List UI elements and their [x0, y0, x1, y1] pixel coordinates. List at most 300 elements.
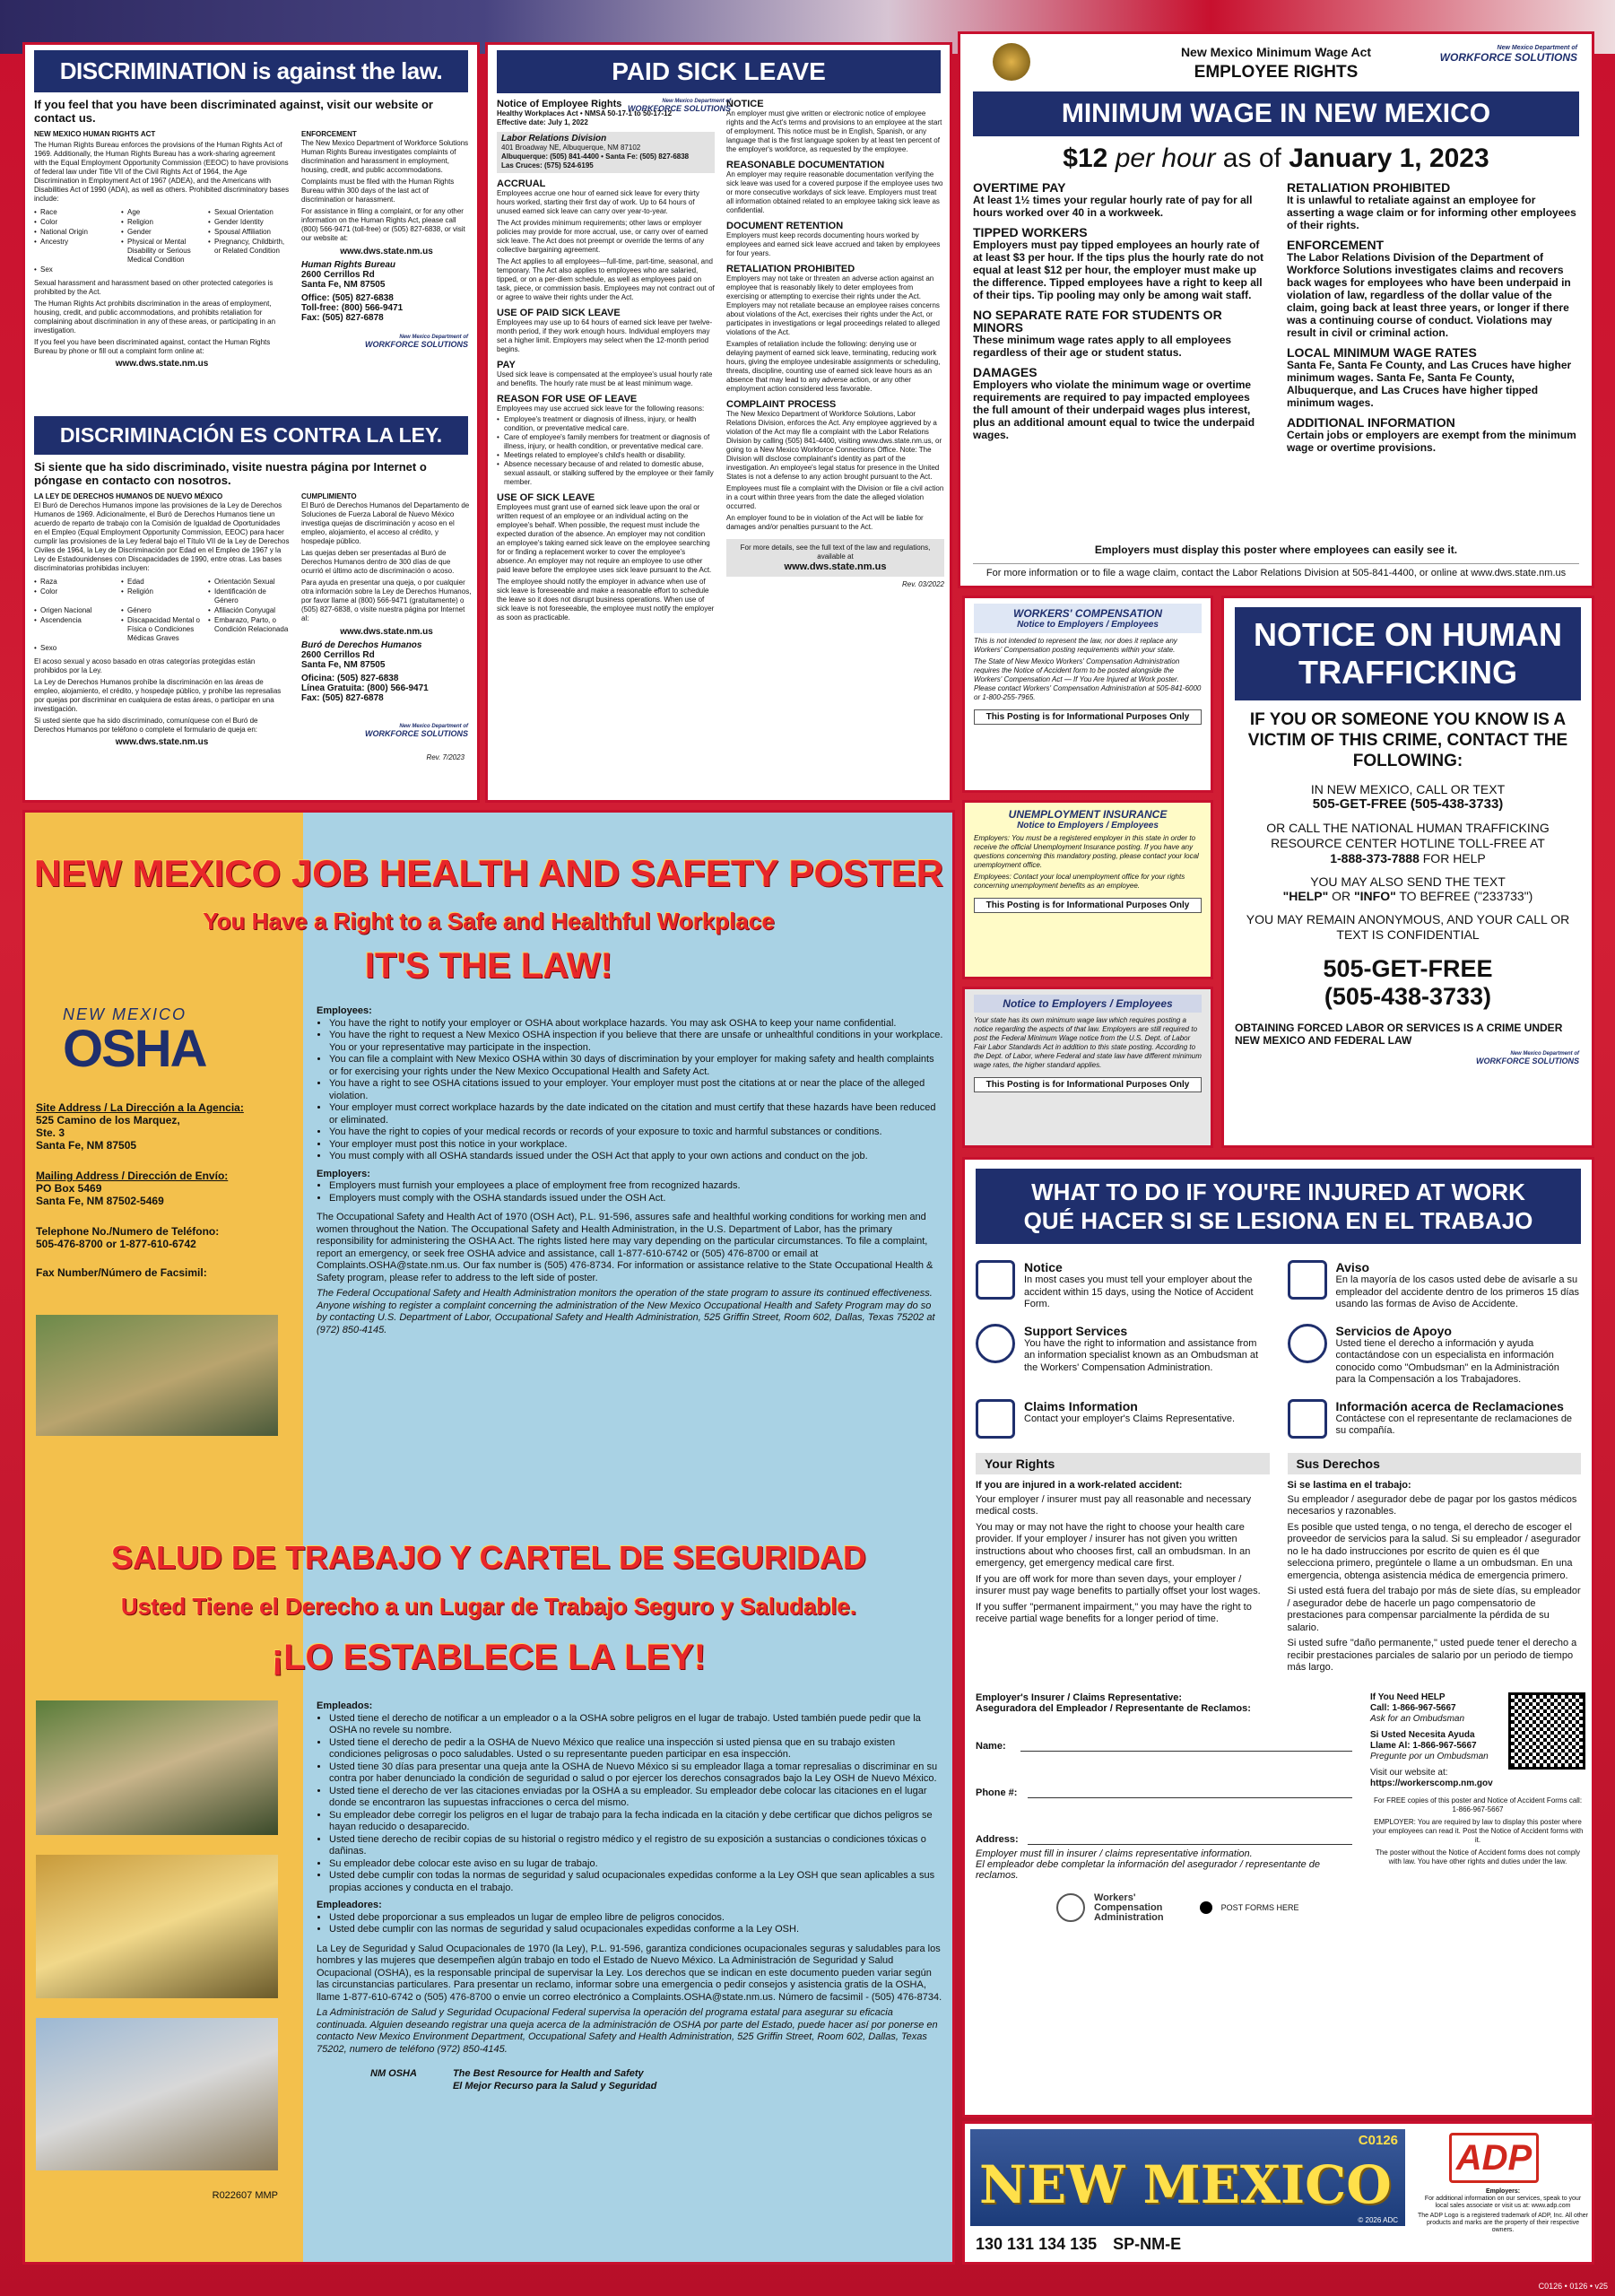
workforce-logo-sick: New Mexico Department of WORKFORCE SOLUTIONS — [628, 99, 731, 113]
osha-list-item: • You have the right to copies of your medical records or records of your exposure to toxic and harmful substances or conditions. — [329, 1126, 944, 1139]
base-label: Pregnancy, Childbirth, or Related Condition — [214, 238, 285, 255]
wc-text-2: The State of New Mexico Workers' Compensation Administration requires the Notice of Accident form to be posted alongside the Workers' Compensation Act — If You Are Injured at Work poster. Please contact Workers' Compensation Administration at 505-841-6000 or 1-800-255-7965. — [974, 657, 1202, 701]
wc-title: WORKERS' COMPENSATION — [1013, 607, 1162, 620]
base-label: Religion — [127, 218, 153, 226]
osha-es-paragraph-2: La Administración de Salud y Seguridad Ocupacional Federal supervisa la operación del programa estatal para asegurar su eficacia continuada. Alguien deseando registrar una queja acerca de la administración de OSHA por parte del Estado, puede hacer así por ponerse en contacto New Mexico Environment Department, Occupational Safety and Health Administration, 525 Griffin Street, Room 602, Dallas, Texas 75202, numero de teléfono (972) 850-4145. — [317, 2007, 938, 2055]
ht-befree: TO BEFREE ("233733") — [1395, 889, 1533, 903]
complaint-text-3: An employer found to be in violation of the Act will be liable for damages and/or penalties pursuant to the Act. — [726, 514, 924, 531]
revision-date: Rev. 7/2023 — [426, 753, 465, 761]
base-item: • Age — [121, 208, 141, 216]
rights-item: Si usted está fuera del trabajo por más de siete días, su empleador / asegurador debe de hacerle un pago compensatorio de prestaciones para compensar parcialmente la pérdida de su salario. — [1287, 1586, 1581, 1633]
mw-act: New Mexico Minimum Wage Act — [1180, 45, 1372, 59]
osha-es-paragraph-1: La Ley de Seguridad y Salud Ocupacionales de 1970 (la Ley), P.L. 91-596, garantiza condiciones ocupacionales seguras y saludables para los hombres y las mujeres que desempeñen algún trabajo en todo el Estado de Nuevo México. La Administración de Seguridad y Salud Ocupacional (OSHA), es la responsable principal de supervisar la Ley. Los derechos que se indican en este documento pueden variar según las circunstancias particulares. Para presentar un reclamo, informar sobre una emergencia o pedir consejos y asistencia gratis de la OSHA, llame 1-877-610-6742 o (505) 476-8700 o envie un correo electrónico a Complaints.OSHA@state.nm.us. Número de facsimil - (505) 476-8734. — [317, 1943, 942, 2003]
use2-heading: USE OF SICK LEAVE — [497, 492, 595, 503]
footer-panel — [962, 2121, 1594, 2265]
ayuda-ask: Pregunte por un Ombudsman — [1370, 1751, 1489, 1761]
hr-p3: The Human Rights Act prohibits discrimination in the areas of employment, housing, credit, and public accommodations, and prohibits retaliation for complaining about discrimination in any of these areas, or participating in an investigation. — [34, 300, 276, 335]
osha-paragraph-1: The Occupational Safety and Health Act of 1970 (OSH Act), P.L. 91-596, assures safe and healthful working conditions for working men and women throughout the Nation. The Occupational Safety and Health Administration, in the U.S. Department of Labor, has the primary responsibility for administering the OSHA Act. The rights listed here may vary depending on the particular circumstances. To file a complaint, report an emergency, or seek free OSHA advice and assistance, call 1-877-610-6742 or (505) 476-8700 or email at Complaints.OSHA@state.nm.us. Our fax number is (505) 476-8734. For information or assistance relative to the State Occupational Health & Safety program, please refer to address to the left side of poster. — [317, 1212, 933, 1283]
base-item: • Sexual Orientation — [208, 208, 274, 216]
base-item: • Spousal Affiliation — [208, 228, 272, 236]
mw-rate-line — [973, 144, 1579, 174]
discrimination-lead: If you feel that you have been discriminated against, visit our website or contact us. — [34, 98, 433, 125]
base-item: • National Origin — [34, 228, 88, 236]
mw-asof: as of — [1222, 144, 1281, 173]
base-item: • Gender Identity — [208, 218, 264, 226]
reason-item: • Meetings related to employee's child's health or disability. — [497, 451, 715, 460]
mw-enforcement-heading: ENFORCEMENT — [1287, 238, 1385, 252]
address-label: Address: — [976, 1833, 1019, 1845]
base-item: • Embarazo, Parto, o Condición Relacionada — [208, 616, 289, 633]
base-item: • Religion — [121, 218, 153, 226]
es-office-tollfree: Línea Gratuita: (800) 566-9471 — [301, 683, 429, 693]
osha-law: IT'S THE LAW! — [364, 946, 613, 986]
injured-item-text: Contact your employer's Claims Representative. — [1024, 1413, 1236, 1424]
osha-empleados-heading: Empleados: — [317, 1700, 373, 1711]
help-ask: Ask for an Ombudsman — [1370, 1713, 1465, 1724]
office-name: Human Rights Bureau — [301, 260, 396, 270]
osha-list-item: • Usted tiene el derecho de ver las citaciones enviadas por la OSHA a su empleador. Su empleador debe colocar las citaciones en el lugar donde se encontraron las supuestas infracciones o cerca del mismo. — [329, 1786, 944, 1810]
base-item: • Origen Nacional — [34, 606, 92, 614]
retaliation-text-2: Examples of retaliation include the following: denying use or delaying payment of earned sick leave, terminating, reducing work hours, giving the employee undesirable assignments or scheduling, threats, discipline, counting use of earned sick leave hours as an absence that may lead to any adverse action, or any other employment action considered less favorable. — [726, 340, 941, 393]
labor-division-box — [497, 132, 715, 173]
base-label: Color — [40, 587, 58, 596]
site-line-3: Santa Fe, NM 87505 — [36, 1139, 137, 1152]
paid-sick-leave-panel — [485, 42, 952, 803]
injured-item — [1288, 1399, 1582, 1439]
retention-heading: DOCUMENT RETENTION — [726, 221, 844, 231]
hr-p4: If you feel you have been discriminated against, contact the Human Rights Bureau by phone or fill out a complaint form online at: — [34, 338, 271, 355]
ht-forhelp: FOR HELP — [1422, 851, 1486, 865]
injured-item-text: You have the right to information and assistance from an information specialist known as an Ombudsman at the Workers' Compensation Administration. — [1024, 1337, 1259, 1373]
osha-list-item: • You can file a complaint with New Mexico OSHA within 30 days of discrimination by your employer for making safety and health complaints or for exercising your rights under the New Mexico Occupational Health and Safety Act. — [329, 1054, 944, 1078]
injured-item — [976, 1324, 1270, 1387]
workforce-logo: New Mexico Department of WORKFORCE SOLUTIONS — [365, 335, 468, 349]
tel-heading: Telephone No./Numero de Teléfono: — [36, 1225, 220, 1238]
office-address-2: Santa Fe, NM 87505 — [301, 280, 386, 290]
cumplimiento-url[interactable]: www.dws.state.nm.us — [340, 627, 433, 637]
wc-sub: Notice to Employers / Employees — [1017, 620, 1159, 630]
osha-footer-es: El Mejor Recurso para la Salud y Seguridad — [452, 2080, 657, 2092]
injured-info-grid — [976, 1260, 1581, 1439]
osha-logo-text: OSHA — [63, 1020, 206, 1078]
reason-item: • Employee's treatment or diagnosis of illness, injury, or health condition, or preventative medical care. — [497, 415, 715, 433]
base-item: • Gender — [121, 228, 152, 236]
employer-requirement: EMPLOYER: You are required by law to display this poster where your employees can read it. Post the Notice of Accident forms with it. — [1372, 1817, 1584, 1844]
phone-field[interactable] — [1028, 1787, 1352, 1798]
fax-heading: Fax Number/Número de Facsimil: — [36, 1266, 207, 1279]
osha-list-item: • You have the right to request a New Mexico OSHA inspection if you believe that there are unsafe or unhealthful conditions in your workplace. You or your representative may participate in the inspection. — [329, 1030, 944, 1054]
base-label: Discapacidad Mental o Física o Condiciones Médicas Graves — [127, 616, 200, 642]
clipboard-icon — [976, 1260, 1015, 1300]
es-bases-grid — [34, 578, 290, 653]
your-rights-lead: If you are injured in a work-related accident: — [976, 1479, 1183, 1491]
sick-revision: Rev. 03/2022 — [902, 580, 944, 588]
discrimination-panel — [22, 42, 480, 803]
accrual-text-2: The Act provides minimum requirements; other laws or employer policies may provide for more accrual, use, or carry over of earned sick leave. The Act does not preempt or override the terms of any collective bargaining agreement. — [497, 219, 708, 254]
osha-list-item: • Usted debe cumplir con las normas de seguridad y salud ocupacionales expedidas conforme a la Ley OSH. — [329, 1924, 944, 1936]
osha-footer-en: The Best Resource for Health and Safety — [452, 2068, 644, 2079]
base-label: Color — [40, 218, 58, 226]
es-p2: El acoso sexual y acoso basado en otras categorías protegidas están prohibidos por la Ley. — [34, 657, 256, 674]
base-label: National Origin — [40, 228, 88, 236]
documentation-text: An employer may require reasonable documentation verifying the sick leave was used for a covered purpose if the employee uses two or more consecutive workdays of sick leave. Employers must treat all information obtained related to an employee taking sick leave as confidential. — [726, 170, 943, 214]
base-item: • Physical or Mental Disability or Serious Medical Condition — [121, 238, 191, 264]
workforce-logo-mw: New Mexico Department of WORKFORCE SOLUTIONS — [1439, 45, 1577, 64]
rights-item: If you are off work for more than seven days, your employer / insurer must pay wage benefits to partially offset your lost wages. — [976, 1573, 1261, 1596]
ht-l4: OR CALL THE NATIONAL HUMAN TRAFFICKING RESOURCE CENTER HOTLINE TOLL-FREE AT — [1266, 821, 1550, 850]
osha-list-item: • Su empleador debe colocar este aviso en su lugar de trabajo. — [329, 1858, 944, 1871]
reason-item: • Absence necessary because of and related to domestic abuse, sexual assault, or stalking suffered by the employee or their family member. — [497, 460, 715, 487]
injured-item-heading: Claims Information — [1024, 1398, 1138, 1413]
mw-enforcement-text: The Labor Relations Division of the Department of Workforce Solutions investigates claims and recovers back wages for employees who have been underpaid in violation of law, regardless of the dollar value of the claim, going back at least three years, or longer if there was a continuing course of conduct. Violations may result in civil or criminal action. — [1287, 251, 1571, 339]
damages-text: Employers who violate the minimum wage or overtime requirements are required to pay impacted employees the full amount of their underpaid wages plus interest, plus an additional amount equal to twice the underpaid wages. — [973, 378, 1255, 441]
state-banner — [970, 2129, 1405, 2226]
students-text: These minimum wage rates apply to all employees regardless of their age or student status. — [973, 334, 1232, 359]
base-label: Afiliación Conyugal — [214, 606, 276, 614]
accrual-text-3: The Act applies to all employees—full-time, part-time, seasonal, and temporary. The Act also applies to employees who are salaried, tipped, or on a per-diem schedule, as well as employees paid on task, piece, or commission basis. Employees may not contract out of or agree to waive their rights under the Act. — [497, 257, 715, 301]
more-details-box — [726, 539, 944, 577]
ht-l8: YOU MAY REMAIN ANONYMOUS, AND YOUR CALL OR TEXT IS CONFIDENTIAL — [1246, 912, 1570, 942]
sick-act: Healthy Workplaces Act • NMSA 50-17-1 to 50-17-12 — [497, 109, 673, 117]
ht-foot: OBTAINING FORCED LABOR OR SERVICES IS A CRIME UNDER NEW MEXICO AND FEDERAL LAW — [1235, 1022, 1563, 1047]
es-office-name: Buró de Derechos Humanos — [301, 640, 422, 650]
rights-item: If you suffer "permanent impairment," you may have the right to receive partial wage benefits for a longer period of time. — [976, 1601, 1252, 1624]
injured-item-text: En la mayoría de los casos usted debe de avisarle a su empleador del accidente dentro de los primeros 15 días usando las formas de Aviso de Accidente. — [1335, 1274, 1579, 1309]
damages-heading: DAMAGES — [973, 365, 1038, 379]
es-act-text: El Buró de Derechos Humanos impone las provisiones de la Ley de Derechos Humanos de 1969. Adicionalmente, el Buró de Derechos Humanos tiene un acuerdo de reparto de trabajo con la Comisión de Igualdad de Oportunidades en el Empleo (Equal Employment Opportunity Commission, EEOC) para hacer cumplir las provisiones de la Ley federal bajo el Título VII de la Ley de Derechos Civiles de 1964, la Ley de Discriminación por Edad en el Empleo de 1967 y la Ley de Estadounidenses con Discapacidades de 1990, entre otras. Las bases discriminatorias prohibidas incluyen: — [34, 501, 290, 572]
ht-l3: 505-GET-FREE (505-438-3733) — [1312, 796, 1504, 812]
base-label: Ascendencia — [40, 616, 82, 624]
post-forms-here: POST FORMS HERE — [1220, 1903, 1299, 1912]
hr-p2: Sexual harassment and harassment based on other protected categories is prohibited by the Act. — [34, 279, 274, 296]
injured-item-body — [1336, 1399, 1582, 1439]
complaint-text: The New Mexico Department of Workforce Solutions, Labor Relations Division, enforces the Act. Any employee aggrieved by a violation of the Act may file a complaint with the Labor Relations Division by calling (505) 841-4400, visiting www.dws.state.nm.us, or going to a New Mexico Workforce Connections Office. Note: The Division will disclose complainant's identity as part of the investigation. An employee's legal status for presence in the United States is not a defense to any action brought pursuant to the Act. — [726, 410, 942, 481]
use-text: Employees may use up to 64 hours of earned sick leave per twelve-month period, if they work enough hours. Individual employers may set a higher limit. Employers may select when the 12-month period begins. — [497, 318, 713, 353]
notice-employers — [962, 987, 1213, 1148]
es-p3: La Ley de Derechos Humanos prohíbe la discriminación en las áreas de empleo, alojamiento, el crédito, y hospedaje público, y prohíbe las represalias por quejas por discriminar en cualquiera de estas áreas, o participar en una investigación. — [34, 678, 282, 713]
osha-footer-nm: NM OSHA — [370, 2068, 417, 2079]
base-label: Edad — [127, 578, 144, 586]
es-url[interactable]: www.dws.state.nm.us — [115, 737, 209, 747]
osha-list-item: • Employers must comply with the OSHA standards issued under the OSH Act. — [329, 1193, 944, 1205]
base-item: • Discapacidad Mental o Física o Condiciones Médicas Graves — [121, 616, 200, 642]
es-office-address-2: Santa Fe, NM 87505 — [301, 660, 386, 670]
name-label: Name: — [976, 1740, 1006, 1752]
notice-heading: NOTICE — [726, 99, 764, 109]
your-rights-list — [976, 1494, 1270, 1626]
injured-item — [1288, 1324, 1582, 1387]
es-act-heading: LA LEY DE DERECHOS HUMANOS DE NUEVO MÉXICO — [34, 492, 223, 500]
your-rights-heading: Your Rights — [976, 1453, 1270, 1474]
workforce-logo-es: New Mexico Department of WORKFORCE SOLUTIONS — [365, 724, 468, 738]
es-p4: Si usted siente que ha sido discriminado, comuníquese con el Buró de Derechos Humanos por teléfono o complete el formulario de queja en: — [34, 717, 258, 734]
base-item: • Pregnancy, Childbirth, or Related Condition — [208, 238, 285, 255]
base-item: • Sexo — [34, 644, 57, 652]
base-label: Identificación de Género — [214, 587, 266, 604]
headset-icon — [976, 1399, 1015, 1439]
complaint-heading: COMPLAINT PROCESS — [726, 399, 837, 410]
rights-item: You may or may not have the right to choose your health care provider. If your employer / insurer has not given you written instructions about who chooses first, call an ombudsman. In an emergency, get emergency medical care first. — [976, 1521, 1251, 1569]
footer-state: NEW MEXICO — [979, 2154, 1392, 2215]
ht-l1: IF YOU OR SOMEONE YOU KNOW IS A VICTIM OF THIS CRIME, CONTACT THE FOLLOWING: — [1247, 710, 1568, 770]
checkmark-icon — [976, 1324, 1015, 1363]
base-item: • Orientación Sexual — [208, 578, 275, 586]
osha-es-subtitle: Usted Tiene el Derecho a un Lugar de Trabajo Seguro y Saludable. — [120, 1593, 857, 1620]
base-label: Race — [40, 208, 57, 216]
ht-big2: (505-438-3733) — [1324, 983, 1492, 1010]
injured-item-heading: Información acerca de Reclamaciones — [1335, 1398, 1564, 1413]
wc-text-1: This is not intended to represent the law, nor does it replace any Workers' Compensation posting requirements within your state. — [974, 637, 1177, 654]
site-heading: Site Address / La Dirección a la Agencia: — [36, 1101, 244, 1114]
local-rates-text: Santa Fe, Santa Fe County, and Las Cruces have higher minimum wages. Santa Fe, Santa Fe County, Albuquerque, and Las Cruces have higher tipped minimum wages. — [1287, 359, 1572, 409]
injured-item — [976, 1399, 1270, 1439]
base-label: Género — [127, 606, 152, 614]
ht-hotline: 1-888-373-7888 — [1330, 851, 1420, 865]
reason-list — [497, 415, 715, 487]
free-copies: For FREE copies of this poster and Notice of Accident Forms call: 1-866-967-5667 — [1373, 1796, 1583, 1813]
base-item: • Afiliación Conyugal — [208, 606, 276, 614]
base-label: Sexo — [40, 644, 57, 652]
use2-text: Employees must grant use of earned sick leave upon the oral or written request of an employee or an individual acting on the employee's behalf. When possible, the request must include the expected duration of the absence. An employer may not condition an employee's taking earned sick leave on the employee searching for or finding a replacement worker to cover the employee's absence. An employer may not require an employee to use other paid leave before the employee uses sick leave pursuant to the Act. — [497, 503, 712, 574]
sick-effective: Effective date: July 1, 2022 — [497, 118, 588, 126]
reason-heading: REASON FOR USE OF LEAVE — [497, 394, 638, 404]
mail-line-1: PO Box 5469 — [36, 1182, 102, 1195]
base-label: Sexual Orientation — [214, 208, 274, 216]
base-item: • Sex — [34, 265, 53, 274]
ayuda-heading: Si Usted Necesita Ayuda — [1370, 1729, 1475, 1740]
overtime-text: At least 1½ times your regular hourly rate of pay for all hours worked over 40 in a workweek. — [973, 194, 1253, 219]
mw-more: For more information or to file a wage claim, contact the Labor Relations Division at 505-841-4400, or online at www.dws.state.nm.us — [973, 563, 1579, 578]
base-item: • Race — [34, 208, 57, 216]
osha-list-item: • Your employer must correct workplace hazards by the date indicated on the citation and must certify that these hazards have been reduced or eliminated. — [329, 1102, 944, 1126]
enforcement-url[interactable]: www.dws.state.nm.us — [340, 247, 433, 257]
osha-employees-list — [317, 1018, 944, 1163]
base-item: • Edad — [121, 578, 144, 586]
photo-workers-3 — [36, 1855, 278, 1998]
retaliation-heading: RETALIATION PROHIBITED — [726, 264, 855, 274]
enforcement-text: The New Mexico Department of Workforce Solutions Human Rights Bureau investigates complaints of discrimination and harassment in employment, housing, credit, and public accommodations. — [301, 139, 469, 174]
office-address-1: 2600 Cerrillos Rd — [301, 270, 375, 280]
base-label: Sex — [40, 265, 53, 274]
documentation-heading: REASONABLE DOCUMENTATION — [726, 160, 885, 170]
injured-item-body — [1024, 1399, 1235, 1439]
injured-item-heading: Aviso — [1335, 1260, 1370, 1274]
osha-list-item: • Usted tiene 30 días para presentar una queja ante la OSHA de Nuevo México si su empleador llaga a tomar represalias o discriminar en su contra por haber denunciado la condición de seguridad o salud o por ejercer los derechos consagrados bajo la Ley OSH de Nuevo México. — [329, 1761, 944, 1786]
discriminacion-title: DISCRIMINACIÓN ES CONTRA LA LEY. — [34, 416, 468, 455]
ht-l6: YOU MAY ALSO SEND THE TEXT — [1310, 874, 1506, 889]
osha-list-item: • Your employer must post this notice in your workplace. — [329, 1139, 944, 1152]
base-item: • Color — [34, 587, 58, 596]
cumplimiento-text: El Buró de Derechos Humanos del Departamento de Soluciones de Fuerza Laboral de Nuevo México investiga quejas de discriminación y acoso en el empleo, alojamiento, el acceso al crédito, y hospedaje público. — [301, 501, 470, 545]
ui-title: UNEMPLOYMENT INSURANCE — [1008, 808, 1168, 821]
rights-item: Es posible que usted tenga, o no tenga, el derecho de escoger el proveedor de servicios para la salud. Si su empleador / asegurador no le ha dado instrucciones por escrito de quien es él que selecciona primero, pregúntele o llame a un ombudsman. En una emergencia, obtenga asistencia médica de emergencia primero. — [1287, 1521, 1581, 1581]
overtime-heading: OVERTIME PAY — [973, 180, 1066, 195]
complaint-text-2: Employees must file a complaint with the Division or file a civil action in a court within three years from the date the alleged violation occurred. — [726, 484, 944, 510]
es-office-fax: Fax: (505) 827-6878 — [301, 693, 384, 703]
osha-subtitle: You Have a Right to a Safe and Healthful Workplace — [203, 908, 775, 935]
qr-code-icon — [1508, 1692, 1585, 1770]
photo-workers-2 — [36, 1700, 278, 1835]
osha-employers-list — [317, 1180, 944, 1205]
base-item: • Ascendencia — [34, 616, 82, 624]
ui-text-2: Employees: Contact your local unemployment office for your rights concerning unemployment benefits as an employee. — [974, 873, 1185, 890]
base-label: Religión — [127, 587, 153, 596]
more-details-text: For more details, see the full text of the law and regulations, available at — [740, 544, 931, 561]
site-line-2: Ste. 3 — [36, 1126, 65, 1139]
base-label: Ancestry — [40, 238, 69, 246]
base-item: • Género — [121, 606, 152, 614]
cumplimiento-text-2: Las quejas deben ser presentadas al Buró de Derechos Humanos dentro de 300 días de que ocurrió el último acto de discriminación o acoso. — [301, 549, 455, 575]
bases-grid — [34, 208, 290, 274]
ne-info: This Posting is for Informational Purposes Only — [974, 1077, 1202, 1092]
injured-item-text: Usted tiene el derecho a información y ayuda contactándose con un especialista en información conocido como "Ombudsman" en la Administración para la Compensación a los Trabajadores. — [1335, 1337, 1559, 1385]
nm-seal-icon — [993, 43, 1030, 81]
help-call: Call: 1-866-967-5667 — [1370, 1702, 1456, 1713]
tipped-text: Employers must pay tipped employees an hourly rate of at least $3 per hour. If the tips plus the hourly rate do not equal at least $12 per hour, the employer must make up the difference. Tipped employees have a right to keep all of their tips. Tip pooling may only be among wait staff. — [973, 239, 1264, 301]
web-url[interactable]: https://workerscomp.nm.gov — [1370, 1778, 1493, 1788]
base-item: • Color — [34, 218, 58, 226]
osha-list-item: • Employers must furnish your employees a place of employment free from recognized hazards. — [329, 1180, 944, 1193]
es-office-address-1: 2600 Cerrillos Rd — [301, 650, 375, 660]
mw-rate: $12 — [1063, 144, 1108, 173]
injured-item — [1288, 1260, 1582, 1311]
footer-sp: SP-NM-E — [1113, 2235, 1182, 2253]
workforce-logo-ht: New Mexico Department of WORKFORCE SOLUTIONS — [1476, 1051, 1579, 1065]
photo-workers-1 — [36, 1315, 278, 1436]
office-fax: Fax: (505) 827-6878 — [301, 313, 384, 323]
osha-list-item: • Usted tiene el derecho de notificar a un empleador o a la OSHA sobre peligros en el lugar de trabajo. Usted también puede pedir que la OSHA no revele su nombre. — [329, 1713, 944, 1737]
workers-comp-notice — [962, 596, 1213, 793]
enforcement-text-3: For assistance in filing a complaint, or for any other information on the Human Rights Act, please call (800) 566-9471 (toll-free) or (505) 827-6838, or visit our website at: — [301, 207, 465, 242]
injured-item-heading: Notice — [1024, 1260, 1063, 1274]
rep-es: Aseguradora del Empleador / Representante de Reclamos: — [976, 1702, 1251, 1714]
mw-display: Employers must display this poster where employees can easily see it. — [1094, 544, 1458, 556]
ui-info: This Posting is for Informational Purposes Only — [974, 898, 1202, 913]
footer-services: For additional information on our services, speak to your local sales associate or visit us at: www.adp.com — [1424, 2196, 1582, 2209]
sick-notice-heading: Notice of Employee Rights — [497, 99, 622, 109]
mw-retaliation-text: It is unlawful to retaliate against an employee for asserting a wage claim or for informing other employees of their rights. — [1287, 194, 1576, 231]
sick-leave-title: PAID SICK LEAVE — [497, 50, 941, 93]
adp-logo: ADP — [1449, 2133, 1539, 2183]
ht-or: OR — [1328, 889, 1355, 903]
pay-text: Used sick leave is compensated at the employee's usual hourly rate and benefits. The hourly rate must be at least minimum wage. — [497, 370, 713, 387]
retention-text: Employers must keep records documenting hours worked by employees and earned sick leave accrued and taken by employees for four years. — [726, 231, 941, 257]
cumplimiento-text-3: Para ayuda en presentar una queja, o por cualquier otra información sobre la Ley de Derechos Humanos, por favor llame al (800) 566-9471 (gratuitamente) o (505) 827-6838, o visite nuestra página por Internet al: — [301, 578, 472, 622]
base-label: Age — [127, 208, 141, 216]
injured-item-body — [1024, 1260, 1270, 1311]
web-heading: Visit our website at: — [1370, 1767, 1448, 1778]
rights-item: Si usted sufre "daño permanente," usted puede tener el derecho a recibir prestaciones parciales de salario por un periodo de tiempo más largo. — [1287, 1638, 1577, 1673]
base-item: • Identificación de Género — [208, 587, 266, 604]
photo-workers-4 — [36, 2018, 278, 2170]
tel-number: 505-476-8700 or 1-877-610-6742 — [36, 1238, 196, 1250]
footer-numbers: 130 131 134 135 — [976, 2235, 1098, 2253]
injured-title-en: WHAT TO DO IF YOU'RE INJURED AT WORK — [1031, 1178, 1525, 1205]
mail-heading: Mailing Address / Dirección de Envío: — [36, 1170, 229, 1182]
labor-division-phones: Albuquerque: (505) 841-4400 • Santa Fe: (505) 827-6838 — [501, 152, 690, 161]
base-item: • Raza — [34, 578, 57, 586]
hr-url[interactable]: www.dws.state.nm.us — [115, 359, 209, 369]
osha-logo-top: NEW MEXICO — [63, 1005, 187, 1023]
rep-en: Employer's Insurer / Claims Representative: — [976, 1692, 1183, 1703]
injured-panel — [962, 1157, 1594, 2118]
osha-empleados-list — [317, 1713, 944, 1895]
osha-list-item: • You have the right to notify your employer or OSHA about workplace hazards. You may ask OSHA to keep your name confidential. — [329, 1018, 944, 1031]
ht-help: "HELP" — [1282, 889, 1329, 903]
sus-derechos-list — [1288, 1494, 1582, 1674]
injured-item-text: Contáctese con el representante de reclamaciones de su compañía. — [1335, 1413, 1573, 1436]
labor-division-address: 401 Broadway NE, Albuquerque, NM 87102 — [501, 144, 641, 152]
use3-text: The employee should notify the employer in advance when use of sick leave is foreseeable and make a reasonable effort to schedule the leave so it does not disrupt business operations. When use of sick leave is not foreseeable, the employee must notify the employer as soon as practicable. — [497, 578, 715, 622]
base-label: Orientación Sexual — [214, 578, 275, 586]
base-item: • Religión — [121, 587, 153, 596]
wca-seal-icon — [1056, 1893, 1085, 1922]
hr-act-text: The Human Rights Bureau enforces the provisions of the Human Rights Act of 1969. Additionally, the Human Rights Bureau has a work-sharing agreement with the Equal Employment Opportunity Commission (EEOC) to have provisions of federal law under Title VII of the Civil Rights Act of 1964, the Age Discrimination in Employment Act of 1967 (ADEA), and the Americans with Disabilities Act of 1990 (ADA), as well as others. Prohibited discriminatory bases include: — [34, 141, 290, 203]
discriminacion-lead: Si siente que ha sido discriminado, visite nuestra página por Internet o póngase en contacto con nosotros. — [34, 460, 427, 487]
injured-title — [976, 1169, 1581, 1244]
injured-item-body — [1336, 1260, 1582, 1311]
additional-text: Certain jobs or employers are exempt from the minimum wage or overtime provisions. — [1287, 429, 1576, 454]
labor-division-lascruces: Las Cruces: (575) 524-6195 — [501, 161, 594, 170]
base-label: Raza — [40, 578, 57, 586]
use-heading: USE OF PAID SICK LEAVE — [497, 308, 621, 318]
address-field[interactable] — [1028, 1834, 1352, 1845]
base-label: Gender — [127, 228, 152, 236]
students-heading: NO SEPARATE RATE FOR STUDENTS OR MINORS — [973, 308, 1222, 335]
fill-en: Employer must fill in insurer / claims representative information. — [976, 1848, 1253, 1859]
injured-item-heading: Support Services — [1024, 1323, 1128, 1338]
osha-es-title: SALUD DE TRABAJO Y CARTEL DE SEGURIDAD — [110, 1539, 867, 1576]
mw-retaliation-heading: RETALIATION PROHIBITED — [1287, 180, 1451, 195]
injured-item-text: In most cases you must tell your employer about the accident within 15 days, using the Notice of Accident Form. — [1024, 1274, 1254, 1309]
name-field[interactable] — [1020, 1741, 1352, 1752]
injured-item-body — [1024, 1324, 1270, 1387]
sus-derechos-heading: Sus Derechos — [1288, 1453, 1582, 1474]
osha-list-item: • Usted debe cumplir con todas la normas de seguridad y salud ocupacionales expedidas conforme a la Ley OSH que sean aplicables a sus propias acciones y conducta en el trabajo. — [329, 1870, 944, 1894]
hr-act-heading: NEW MEXICO HUMAN RIGHTS ACT — [34, 130, 156, 138]
osha-list-item: • Usted tiene derecho de recibir copias de su historial o registro médico y el registro de su exposición a sustancias o condiciones tóxicas o dañinas. — [329, 1834, 944, 1858]
osha-list-item: • Usted debe proporcionar a sus empleados un lugar de empleo libre de peligros conocidos. — [329, 1912, 944, 1925]
ht-title: NOTICE ON HUMAN TRAFFICKING — [1235, 607, 1581, 700]
phone-label: Phone #: — [976, 1787, 1018, 1798]
osha-employees-heading: Employees: — [317, 1005, 372, 1016]
wc-info: This Posting is for Informational Purposes Only — [974, 709, 1202, 725]
tipped-heading: TIPPED WORKERS — [973, 225, 1088, 239]
local-rates-heading: LOCAL MINIMUM WAGE RATES — [1287, 345, 1477, 360]
post-dot-icon — [1200, 1901, 1212, 1914]
base-label: Origen Nacional — [40, 606, 92, 614]
more-details-url[interactable]: www.dws.state.nm.us — [784, 561, 887, 572]
ne-text: Your state has its own minimum wage law which requires posting a notice regarding the aspects of that law. Employers are still required to post the Federal Minimum Wage notice from the U.S. Dept. of Labor Fair Labor Standards Act in addition to this state posting. According to the Dept. of Labor, where Federal and state law have different minimum wage rates, the higher standard applies. — [974, 1016, 1202, 1069]
site-line-1: 525 Camino de los Marquez, — [36, 1114, 180, 1126]
base-label: Spousal Affiliation — [214, 228, 272, 236]
footer-trademark: The ADP Logo is a registered trademark of ADP, Inc. All other products and marks are the property of their respective owners. — [1418, 2213, 1589, 2233]
accrual-text: Employees accrue one hour of earned sick leave for every thirty hours worked, starting their first day of work. Up to 64 hours of unused earned sick leave can carry over year-to-year. — [497, 189, 699, 215]
footer-copyright: © 2026 ADC — [1358, 2216, 1398, 2224]
injured-item — [976, 1260, 1270, 1311]
osha-panel — [22, 810, 955, 2265]
osha-list-item: • You have a right to see OSHA citations issued to your employer. Your employer must post the citations at or near the place of the alleged violation. — [329, 1078, 944, 1102]
ht-big1: 505-GET-FREE — [1323, 955, 1493, 982]
ui-sub: Notice to Employers / Employees — [1017, 821, 1159, 831]
es-office-phone: Oficina: (505) 827-6838 — [301, 674, 399, 683]
mw-title: MINIMUM WAGE IN NEW MEXICO — [973, 91, 1579, 136]
osha-empleadores-list — [317, 1912, 944, 1936]
mw-rights: EMPLOYEE RIGHTS — [1194, 63, 1359, 82]
ht-l2: IN NEW MEXICO, CALL OR TEXT — [1310, 782, 1506, 796]
ui-text-1: Employers: You must be a registered employer in this state in order to receive the official Unemployment Insurance posting. If you have any questions concerning this mandatory posting, please contact your local unemployment office. — [974, 834, 1199, 869]
pay-heading: PAY — [497, 360, 516, 370]
